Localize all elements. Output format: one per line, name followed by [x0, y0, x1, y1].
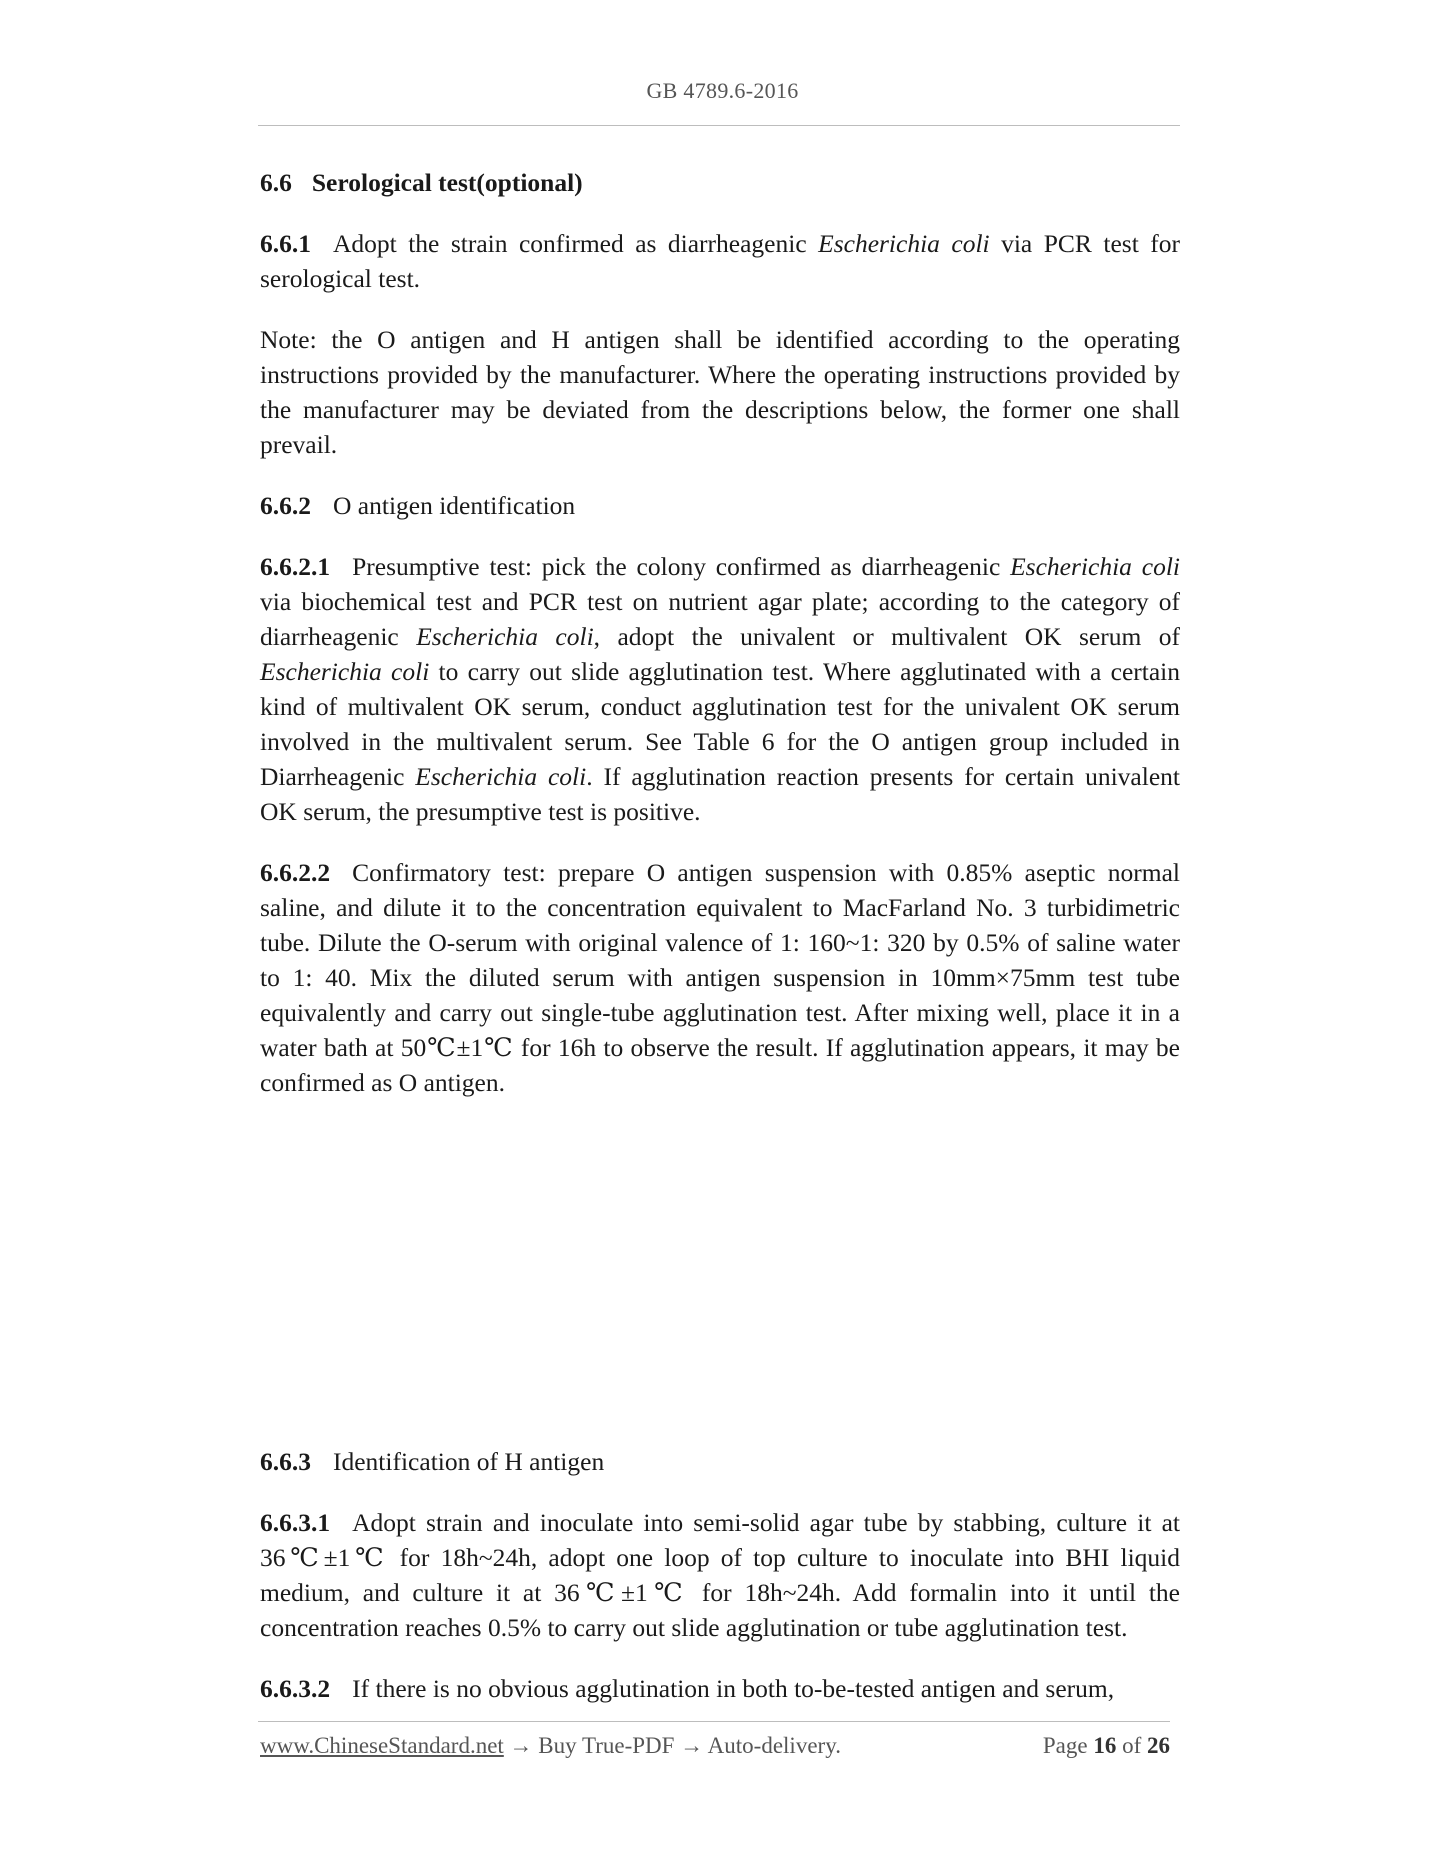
arrow-icon: →: [509, 1733, 533, 1758]
section-6-6-heading: [260, 165, 1180, 200]
species-name: Escherichia coli: [1010, 552, 1180, 581]
section-title: O antigen identification: [333, 491, 576, 520]
species-name: Escherichia coli: [416, 622, 594, 651]
paragraph-text: via biochemical test and PCR test on nutrient agar plate; according to the category of diarrheagenic: [260, 587, 1180, 651]
standard-id: GB 4789.6-2016: [646, 78, 799, 103]
section-6-6-3-2: [260, 1671, 1180, 1706]
note-text: Note: the O antigen and H antigen shall be identified according to the operating instructions provided by the manufacturer. Where the operating instructions provided by the manufacturer may be deviated from the descriptions below, the former one shall prevail.: [260, 325, 1180, 459]
document-body: [260, 165, 1180, 1732]
page-header: [0, 78, 1445, 104]
of-label: of: [1122, 1733, 1142, 1758]
paragraph-text: Adopt the strain confirmed as diarrheagenic: [333, 229, 819, 258]
paragraph-text: Confirmatory test: prepare O antigen suspension with 0.85% aseptic normal saline, and dilute it to the concentration equivalent to MacFarland No. 3 turbidimetric tube. Dilute the O-serum with original valence of 1: 160~1: 320 by 0.5% of saline water to 1: 40. Mix the diluted serum with antigen suspension in 10mm×75mm test tube equivalently and carry out single-tube agglutination test. After mixing well, place it in a water bath at 50℃±1℃ for 16h to observe the result. If agglutination appears, it may be confirmed as O antigen.: [260, 858, 1180, 1097]
total-pages: 26: [1147, 1733, 1170, 1758]
paragraph-text: to carry out slide agglutination test. Where agglutinated with a certain kind of multivalent OK serum, conduct agglutination test for the univalent OK serum involved in the multivalent serum. See Table 6 for the O antigen group included in Diarrheagenic: [260, 657, 1180, 791]
header-divider: [258, 125, 1180, 126]
paragraph-text: via PCR test for serological test.: [260, 229, 1180, 293]
section-title: Serological test(optional): [311, 168, 583, 197]
section-6-6-3-1: [260, 1505, 1180, 1645]
paragraph-text: If there is no obvious agglutination in both to-be-tested antigen and serum,: [352, 1674, 1115, 1703]
section-6-6-2-heading: [260, 488, 1180, 523]
section-6-6-2-1: [260, 549, 1180, 829]
section-number: 6.6.3.2: [260, 1674, 331, 1703]
footer-promo: [260, 1733, 841, 1759]
paragraph-text: , adopt the univalent or multivalent OK serum of: [593, 622, 1180, 651]
section-title: Identification of H antigen: [333, 1447, 605, 1476]
section-number: 6.6.2.1: [260, 552, 331, 581]
section-number: 6.6: [260, 168, 292, 197]
species-name: Escherichia coli: [818, 229, 990, 258]
section-number: 6.6.3: [260, 1447, 311, 1476]
arrow-icon: →: [680, 1733, 704, 1758]
paragraph-text: . If agglutination reaction presents for certain univalent OK serum, the presumptive test is positive.: [260, 762, 1180, 826]
footer-divider: [258, 1721, 1170, 1722]
page-label: Page: [1042, 1733, 1088, 1758]
paragraph-text: Adopt strain and inoculate into semi-solid agar tube by stabbing, culture it at 36℃±1℃ for 18h~24h, adopt one loop of top culture to inoculate into BHI liquid medium, and culture it at 36℃±1℃ for 18h~24h. Add formalin into it until the concentration reaches 0.5% to carry out slide agglutination or tube agglutination test.: [260, 1508, 1180, 1642]
website-link[interactable]: www.ChineseStandard.net: [260, 1733, 504, 1758]
auto-delivery-text: Auto-delivery.: [707, 1733, 841, 1758]
section-number: 6.6.2.2: [260, 858, 331, 887]
page-whitespace: [260, 1126, 1180, 1444]
section-6-6-3-heading: [260, 1444, 1180, 1479]
page-counter: [1043, 1733, 1170, 1759]
note-paragraph: [260, 322, 1180, 462]
buy-text: Buy True-PDF: [538, 1733, 675, 1758]
current-page: 16: [1093, 1733, 1117, 1758]
section-number: 6.6.3.1: [260, 1508, 331, 1537]
section-6-6-2-2: [260, 855, 1180, 1100]
species-name: Escherichia coli: [260, 657, 430, 686]
species-name: Escherichia coli: [415, 762, 587, 791]
section-number: 6.6.1: [260, 229, 311, 258]
paragraph-text: Presumptive test: pick the colony confirmed as diarrheagenic: [352, 552, 1011, 581]
section-number: 6.6.2: [260, 491, 311, 520]
section-6-6-1: [260, 226, 1180, 296]
